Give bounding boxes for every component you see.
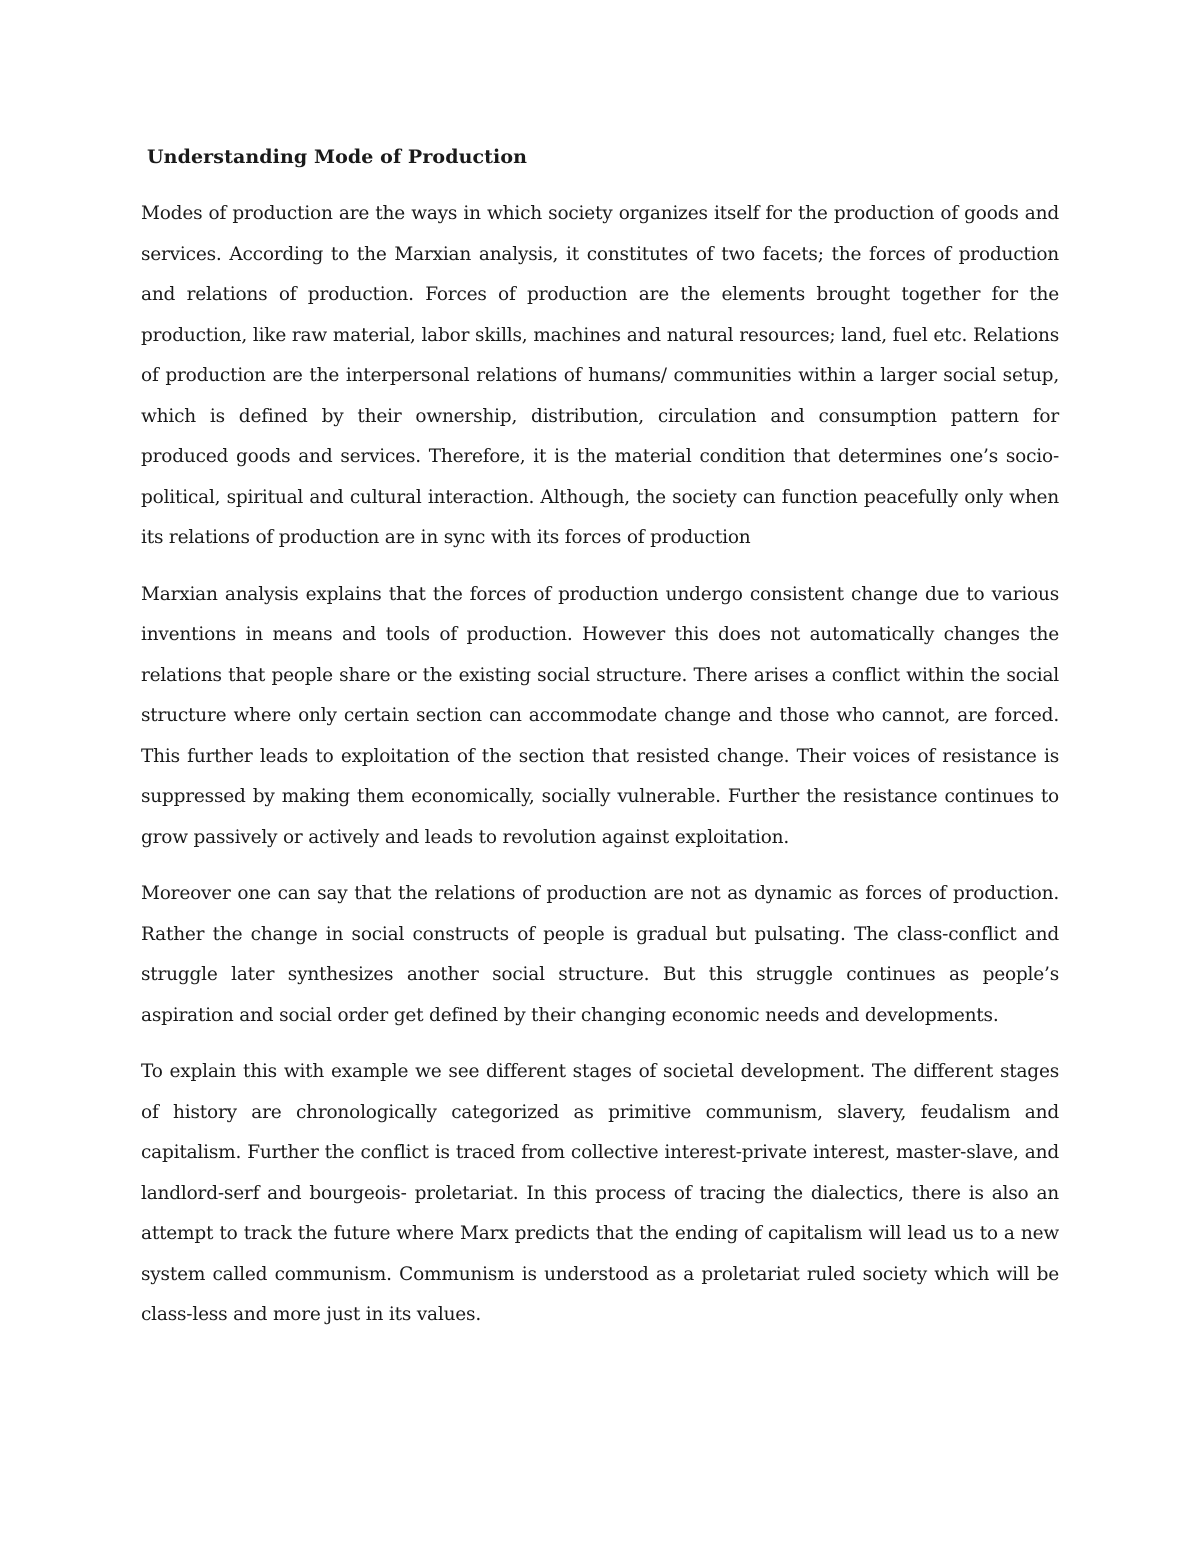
paragraph-relations-dynamics: Moreover one can say that the relations of production are not as dynamic as forces of production. Rather the change in social constructs of people is gradual but pulsating. The class-conflict and struggle later synthesizes another social structure. But this struggle continues as people’s aspiration and social order get defined by their changing economic needs and developments. <box>141 883 1059 1026</box>
paragraph-marxian-analysis: Marxian analysis explains that the forces of production undergo consistent change due to various inventions in means and tools of production. However this does not automatically changes the relations that people share or the existing social structure. There arises a conflict within the social structure where only certain section can accommodate change and those who cannot, are forced. This further leads to exploitation of the section that resisted change. Their voices of resistance is suppressed by making them economically, socially vulnerable. Further the resistance continues to grow passively or actively and leads to revolution against exploitation. <box>141 583 1059 848</box>
paragraph-modes-of-production: Modes of production are the ways in which society organizes itself for the production of goods and services. According to the Marxian analysis, it constitutes of two facets; the forces of production and relations of production. Forces of production are the elements brought together for the production, like raw material, labor skills, machines and natural resources; land, fuel etc. Relations of production are the interpersonal relations of humans/ communities within a larger social setup, which is defined by their ownership, distribution, circulation and consumption pattern for produced goods and services. Therefore, it is the material condition that determines one’s socio-political, spiritual and cultural interaction. Although, the society can function peacefully only when its relations of production are in sync with its forces of production <box>141 203 1059 548</box>
document-body <box>141 138 1059 1336</box>
paragraph-stages-of-history: To explain this with example we see different stages of societal development. The different stages of history are chronologically categorized as primitive communism, slavery, feudalism and capitalism. Further the conflict is traced from collective interest-private interest, master-slave, and landlord-serf and bourgeois- proletariat. In this process of tracing the dialectics, there is also an attempt to track the future where Marx predicts that the ending of capitalism will lead us to a new system called communism. Communism is understood as a proletariat ruled society which will be class-less and more just in its values. <box>141 1061 1059 1325</box>
document-title: Understanding Mode of Production <box>147 146 528 168</box>
